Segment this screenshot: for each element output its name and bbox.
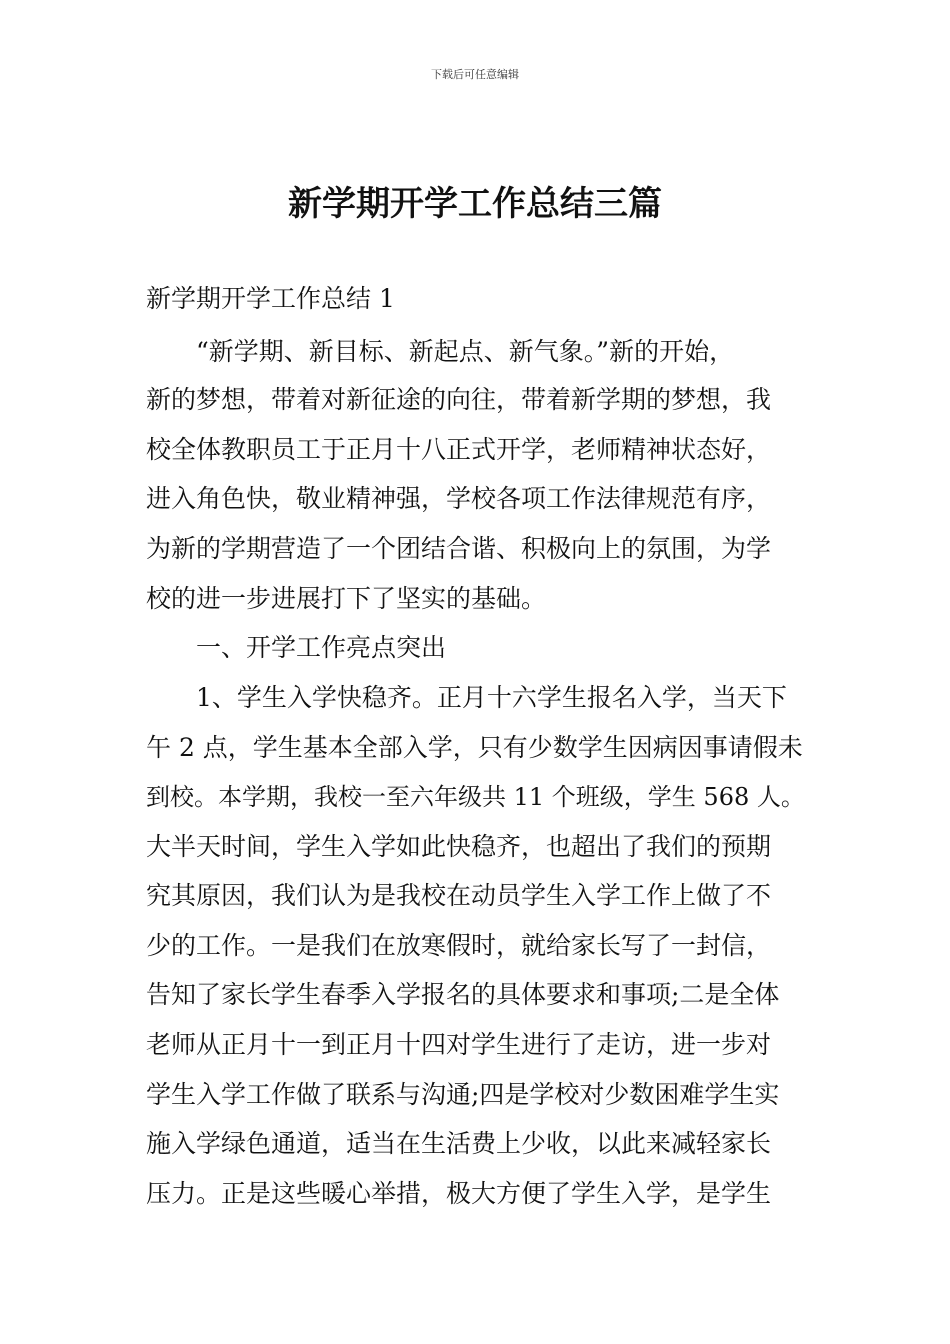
paragraph-line: 1、学生入学快稳齐。正月十六学生报名入学，当天下 [196,683,787,712]
paragraph-line: 究其原因，我们认为是我校在动员学生入学工作上做了不 [146,881,772,910]
paragraph-line: 午 2 点，学生基本全部入学，只有少数学生因病因事请假未 [146,733,803,762]
paragraph-line: 施入学绿色通道，适当在生活费上少收，以此来减轻家长 [146,1129,772,1158]
paragraph-line: 到校。本学期，我校一至六年级共 11 个班级，学生 568 人。 [146,783,805,811]
section-heading: 新学期开学工作总结 1 [146,284,395,313]
paragraph-line: 大半天时间，学生入学如此快稳齐，也超出了我们的预期 [146,832,772,861]
paragraph-line: 少的工作。一是我们在放寒假时，就给家长写了一封信， [146,931,772,960]
subheading: 一、开学工作亮点突出 [196,633,447,662]
paragraph-line: 学生入学工作做了联系与沟通;四是学校对少数困难学生实 [146,1080,780,1109]
paragraph-line: 校的进一步进展打下了坚实的基础。 [146,584,547,613]
paragraph-line: 压力。正是这些暖心举措，极大方便了学生入学，是学生 [146,1179,772,1208]
paragraph-line: 校全体教职员工于正月十八正式开学，老师精神状态好， [146,435,772,464]
paragraph-line: 为新的学期营造了一个团结合谐、积极向上的氛围，为学 [146,534,772,563]
document-title: 新学期开学工作总结三篇 [288,184,662,224]
header-note: 下载后可任意编辑 [431,68,519,81]
paragraph-line: 新的梦想，带着对新征途的向往，带着新学期的梦想，我 [146,385,772,414]
paragraph-line: 进入角色快，敬业精神强，学校各项工作法律规范有序， [146,484,772,513]
paragraph-line: 老师从正月十一到正月十四对学生进行了走访，进一步对 [146,1030,772,1059]
paragraph-line: 告知了家长学生春季入学报名的具体要求和事项;二是全体 [146,980,780,1009]
paragraph-line: “新学期、新目标、新起点、新气象。”新的开始， [196,337,735,366]
